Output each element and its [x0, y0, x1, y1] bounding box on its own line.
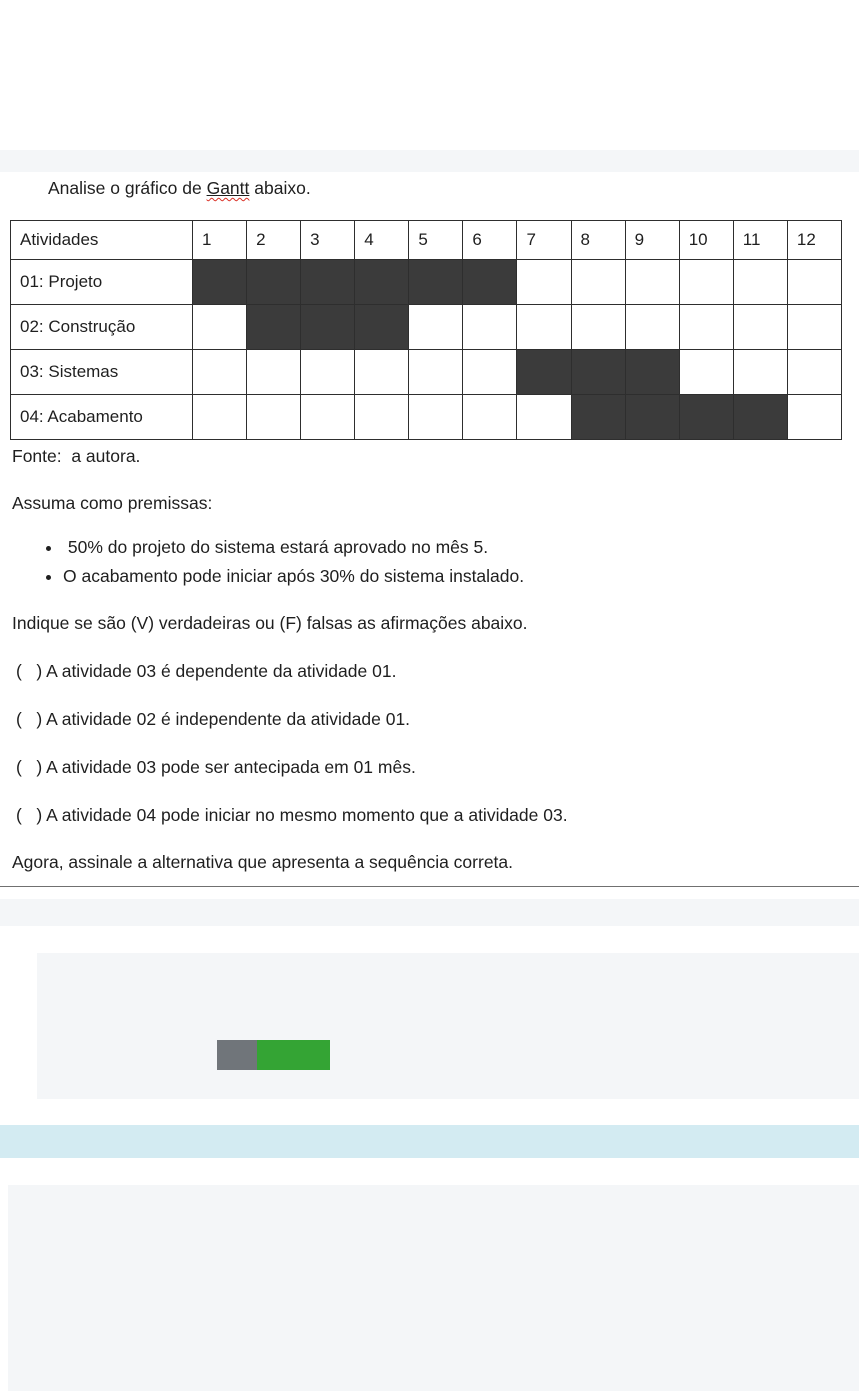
premise-item: • O acabamento pode iniciar após 30% do sistema instalado. — [63, 566, 859, 587]
gantt-bar-cell — [193, 260, 247, 305]
instruction-text: Indique se são (V) verdadeiras ou (F) falsas as afirmações abaixo. — [12, 613, 528, 633]
gantt-bar-cell — [463, 260, 517, 305]
gantt-header-month-4: 4 — [355, 221, 409, 260]
statement-item: ( ) A atividade 03 pode ser antecipada em 01 mês. — [16, 757, 416, 777]
gantt-empty-cell — [733, 260, 787, 305]
gantt-empty-cell — [193, 305, 247, 350]
progress-bar — [217, 1040, 330, 1070]
gantt-row — [11, 350, 842, 395]
gantt-row-label: 03: Sistemas — [11, 350, 193, 395]
gantt-empty-cell — [787, 395, 841, 440]
gantt-bar-cell — [247, 260, 301, 305]
gantt-empty-cell — [301, 395, 355, 440]
gantt-empty-cell — [517, 305, 571, 350]
gantt-bar-cell — [355, 260, 409, 305]
gantt-empty-cell — [733, 350, 787, 395]
gantt-header-month-11: 11 — [733, 221, 787, 260]
gantt-empty-cell — [571, 260, 625, 305]
gantt-bar-cell — [733, 395, 787, 440]
gantt-header-month-12: 12 — [787, 221, 841, 260]
gantt-bar-cell — [355, 305, 409, 350]
gantt-empty-cell — [679, 350, 733, 395]
gantt-empty-cell — [355, 350, 409, 395]
intro-text-post: abaixo. — [249, 178, 311, 198]
gantt-empty-cell — [571, 305, 625, 350]
gantt-bar-cell — [571, 395, 625, 440]
gray-band — [0, 899, 859, 926]
horizontal-divider — [0, 886, 859, 887]
gantt-table-head — [11, 221, 842, 260]
gantt-bar-cell — [571, 350, 625, 395]
gantt-header-month-1: 1 — [193, 221, 247, 260]
progress-segment-gray — [217, 1040, 257, 1070]
gantt-empty-cell — [625, 260, 679, 305]
gantt-empty-cell — [301, 350, 355, 395]
statement-item: ( ) A atividade 04 pode iniciar no mesmo momento que a atividade 03. — [16, 805, 568, 825]
gantt-empty-cell — [517, 395, 571, 440]
statement-item: ( ) A atividade 03 é dependente da atividade 01. — [16, 661, 397, 681]
gantt-empty-cell — [517, 260, 571, 305]
gantt-header-activities: Atividades — [11, 221, 193, 260]
gantt-empty-cell — [463, 350, 517, 395]
premise-item: • 50% do projeto do sistema estará aprovado no mês 5. — [63, 537, 859, 558]
gantt-header-month-9: 9 — [625, 221, 679, 260]
bottom-panel — [8, 1185, 859, 1391]
gantt-header-month-7: 7 — [517, 221, 571, 260]
question-intro — [48, 178, 859, 199]
underlined-word-wrap — [207, 178, 250, 198]
gantt-bar-cell — [247, 305, 301, 350]
intro-text-pre: Analise o gráfico de — [48, 178, 207, 198]
gantt-empty-cell — [463, 305, 517, 350]
answer-panel — [37, 953, 859, 1099]
gantt-row — [11, 260, 842, 305]
gantt-empty-cell — [409, 395, 463, 440]
gantt-row-label: 02: Construção — [11, 305, 193, 350]
gantt-empty-cell — [463, 395, 517, 440]
gantt-empty-cell — [679, 260, 733, 305]
gantt-bar-cell — [517, 350, 571, 395]
gantt-bar-cell — [625, 350, 679, 395]
gantt-row — [11, 395, 842, 440]
gantt-empty-cell — [625, 305, 679, 350]
gantt-empty-cell — [409, 305, 463, 350]
gantt-table-body — [11, 260, 842, 440]
gantt-header-month-5: 5 — [409, 221, 463, 260]
gantt-bar-cell — [625, 395, 679, 440]
gantt-empty-cell — [787, 260, 841, 305]
gantt-bar-cell — [301, 305, 355, 350]
gantt-header-month-8: 8 — [571, 221, 625, 260]
gantt-empty-cell — [193, 350, 247, 395]
gantt-row-label: 01: Projeto — [11, 260, 193, 305]
gantt-empty-cell — [733, 305, 787, 350]
cyan-band — [0, 1125, 859, 1158]
gantt-header-month-10: 10 — [679, 221, 733, 260]
gantt-header-month-6: 6 — [463, 221, 517, 260]
premises-label: Assuma como premissas: — [12, 493, 213, 513]
gantt-empty-cell — [247, 350, 301, 395]
gantt-empty-cell — [247, 395, 301, 440]
gantt-bar-cell — [679, 395, 733, 440]
gantt-header-row — [11, 221, 842, 260]
gantt-empty-cell — [409, 350, 463, 395]
gantt-row — [11, 305, 842, 350]
gantt-empty-cell — [679, 305, 733, 350]
gantt-empty-cell — [355, 395, 409, 440]
question-content — [0, 150, 859, 873]
closing-text: Agora, assinale a alternativa que apresenta a sequência correta. — [12, 852, 514, 872]
gantt-empty-cell — [787, 350, 841, 395]
gantt-empty-cell — [193, 395, 247, 440]
gantt-empty-cell — [787, 305, 841, 350]
misspelled-word-gantt: Gantt — [206, 178, 250, 198]
progress-segment-green — [257, 1040, 330, 1070]
gantt-header-month-3: 3 — [301, 221, 355, 260]
statements-list — [0, 661, 859, 826]
premises-list — [0, 537, 859, 587]
gantt-bar-cell — [301, 260, 355, 305]
gantt-row-label: 04: Acabamento — [11, 395, 193, 440]
gantt-bar-cell — [409, 260, 463, 305]
gantt-header-month-2: 2 — [247, 221, 301, 260]
gantt-table — [10, 220, 842, 440]
source-caption: Fonte: a autora. — [12, 446, 141, 466]
statement-item: ( ) A atividade 02 é independente da atividade 01. — [16, 709, 411, 729]
